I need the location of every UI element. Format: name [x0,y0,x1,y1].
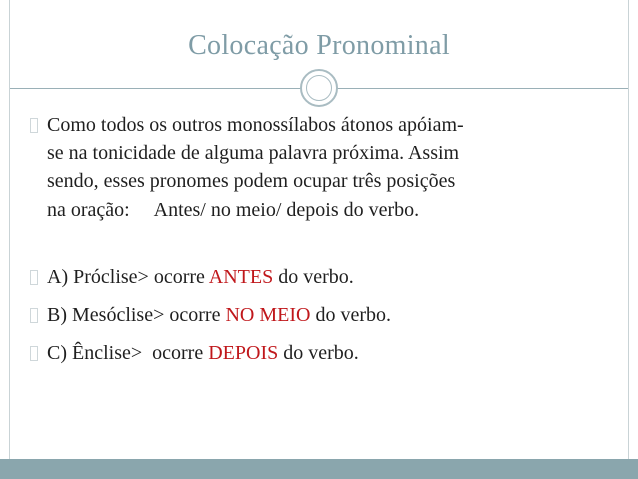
bullet-icon [30,118,38,133]
list-item-proclise [47,264,354,290]
slide-title: Colocação Pronominal [188,30,450,61]
intro-line-3: sendo, esses pronomes podem ocupar três posições [47,170,456,192]
list-item-enclise [47,340,359,366]
list-item-mesoclise [47,302,391,328]
bullet-icon [30,346,38,361]
item-text: do verbo. [310,304,391,326]
item-highlight: NO MEIO [225,304,311,326]
intro-line-4: na oração: Antes/ no meio/ depois do verbo. [47,199,420,221]
intro-line-2: se na tonicidade de alguma palavra próxima. Assim [47,142,460,164]
item-text: do verbo. [278,342,359,364]
item-highlight: ANTES [208,266,274,288]
item-text: B) Mesóclise> ocorre [47,304,226,326]
bullet-icon [30,270,38,285]
bullet-icon [30,308,38,323]
item-text: C) Ênclise> ocorre [47,342,209,364]
item-text: do verbo. [273,266,354,288]
intro-line-1: Como todos os outros monossílabos átonos apóiam- [47,114,464,136]
footer-bar [0,459,638,479]
item-text: A) Próclise> ocorre [47,266,209,288]
item-highlight: DEPOIS [208,342,279,364]
